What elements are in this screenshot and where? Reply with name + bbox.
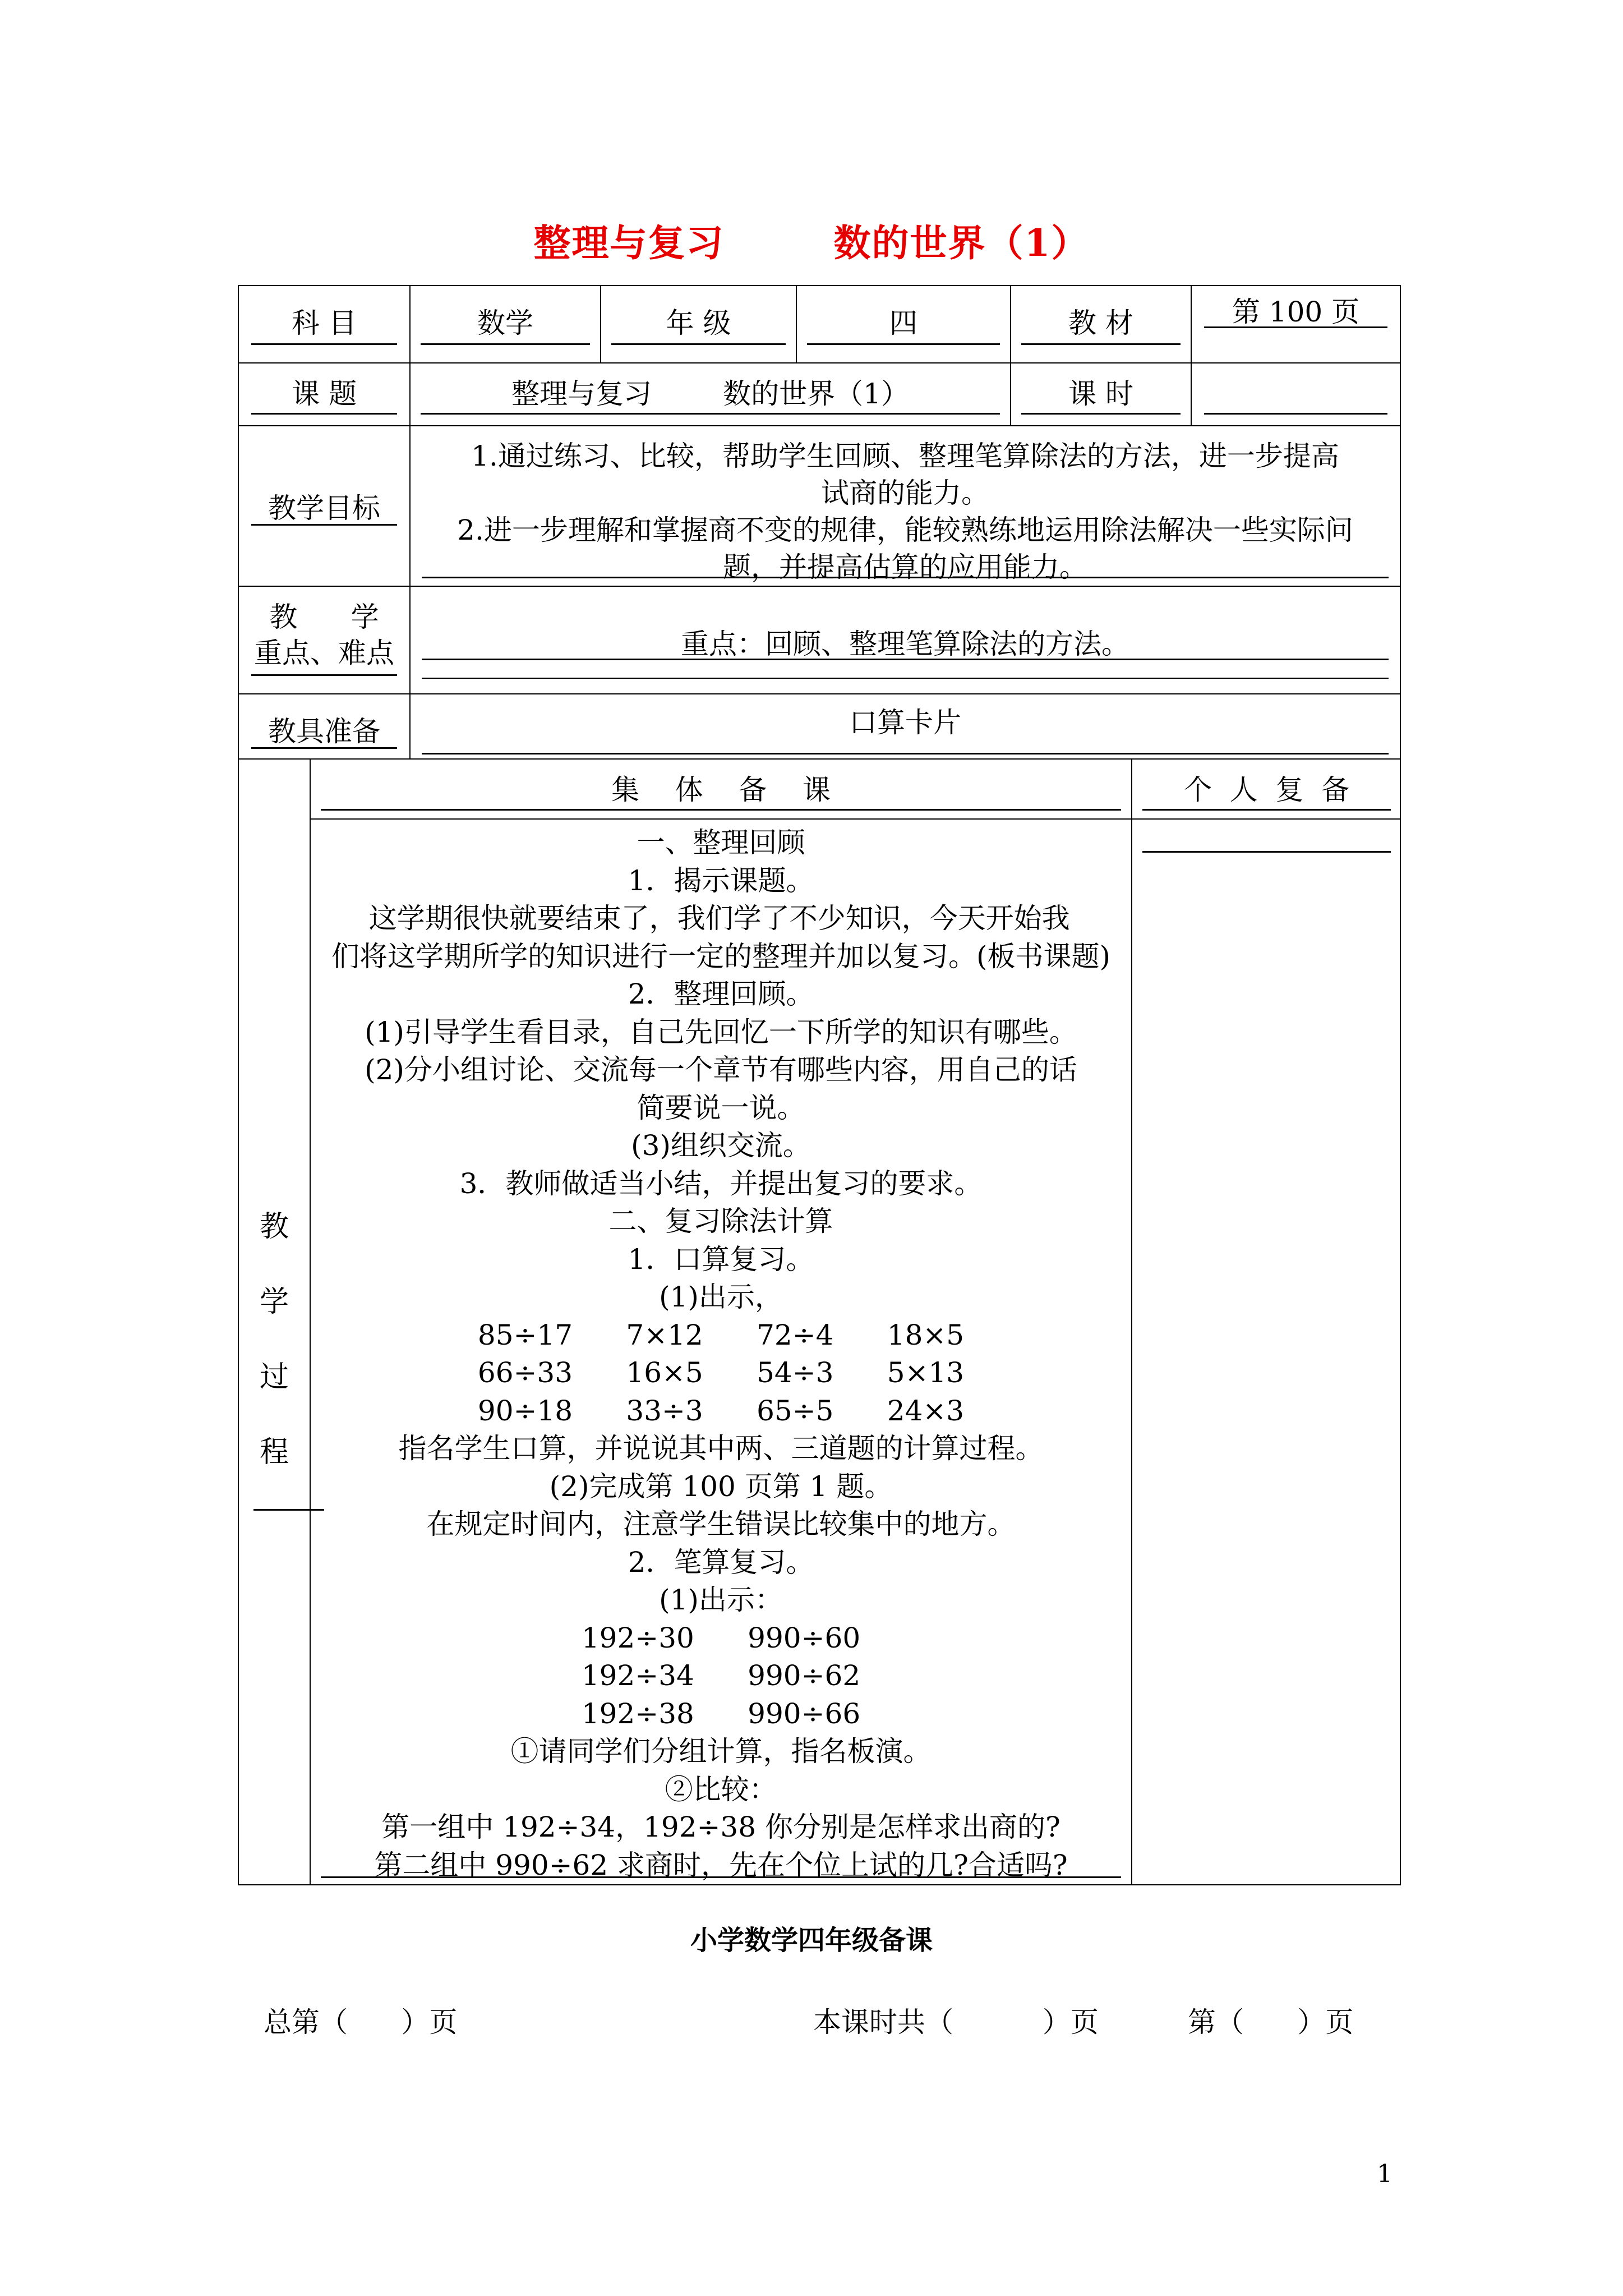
personal-content bbox=[1132, 819, 1401, 1884]
process-line: 这学期很快就要结束了，我们学了不少知识，今天开始我 bbox=[333, 902, 1070, 935]
process-line: (3)组织交流。 bbox=[631, 1129, 811, 1162]
page-number: 1 bbox=[1377, 2160, 1393, 2188]
process-line: 们将这学期所学的知识进行一定的整理并加以复习。(板书课题) bbox=[331, 940, 1110, 973]
goal-line: 题，并提高估算的应用能力。 bbox=[723, 551, 1087, 583]
key-points-value: 重点：回顾、整理笔算除法的方法。 bbox=[681, 628, 1129, 660]
process-line: 192÷38 990÷66 bbox=[581, 1697, 861, 1730]
process-line: 2．笔算复习。 bbox=[628, 1545, 814, 1579]
process-line: 二、复习除法计算 bbox=[608, 1205, 833, 1237]
process-line: ②比较： bbox=[665, 1773, 777, 1806]
process-line: 简要说一说。 bbox=[637, 1091, 805, 1124]
grade-label: 年 级 bbox=[666, 307, 731, 339]
goal-line: 试商的能力。 bbox=[821, 477, 989, 509]
lesson-plan-table bbox=[238, 285, 1401, 1885]
process-line: ①请同学们分组计算，指名板演。 bbox=[510, 1735, 932, 1768]
process-line: 66÷33 16×5 54÷3 5×13 bbox=[477, 1356, 965, 1389]
process-line: 一、整理回顾 bbox=[637, 826, 805, 859]
personal-header: 个 人 复 备 bbox=[1183, 774, 1350, 806]
process-line: (1)出示， bbox=[659, 1281, 783, 1313]
subject-label: 科 目 bbox=[292, 307, 357, 339]
header-row bbox=[238, 286, 1400, 363]
subject-value: 数学 bbox=[477, 307, 533, 339]
process-line: 192÷30 990÷60 bbox=[581, 1621, 861, 1654]
process-line: (2)完成第 100 页第 1 题。 bbox=[549, 1470, 893, 1503]
process-line: 在规定时间内，注意学生错误比较集中的地方。 bbox=[426, 1508, 1016, 1540]
lesson-pages: 本课时共（ ）页 bbox=[813, 2006, 1099, 2039]
process-line: (1)引导学生看目录，自己先回忆一下所学的知识有哪些。 bbox=[365, 1015, 1077, 1048]
process-line: 3．教师做适当小结，并提出复习的要求。 bbox=[459, 1167, 983, 1200]
process-line: 90÷18 33÷3 65÷5 24×3 bbox=[477, 1394, 965, 1427]
title-part1: 整理与复习 bbox=[533, 221, 725, 265]
side-char: 教 bbox=[259, 1210, 289, 1244]
process-line: (1)出示： bbox=[659, 1584, 783, 1616]
goal-line: 1.通过练习、比较，帮助学生回顾、整理笔算除法的方法，进一步提高 bbox=[471, 440, 1339, 472]
key-points-label: 教 学 重点、难点 bbox=[254, 601, 394, 669]
title-part2: 数的世界（1） bbox=[833, 221, 1090, 265]
process-line: 第一组中 192÷34，192÷38 你分别是怎样求出商的? bbox=[381, 1811, 1061, 1843]
process-line: 1．揭示课题。 bbox=[628, 864, 814, 897]
process-line: (2)分小组讨论、交流每一个章节有哪些内容，用自己的话 bbox=[365, 1053, 1077, 1086]
topic-label: 课 题 bbox=[292, 378, 357, 410]
process-line: 2．整理回顾。 bbox=[628, 978, 814, 1010]
side-char: 过 bbox=[259, 1360, 289, 1394]
goals-label: 教学目标 bbox=[268, 492, 380, 524]
page-no: 第（ ）页 bbox=[1188, 2006, 1354, 2039]
grade-value: 四 bbox=[889, 307, 917, 339]
tools-label: 教具准备 bbox=[268, 715, 380, 748]
process-row bbox=[238, 759, 1400, 1885]
process-line: 指名学生口算，并说说其中两、三道题的计算过程。 bbox=[398, 1432, 1044, 1465]
textbook-label: 教 材 bbox=[1068, 307, 1133, 339]
topic-value: 整理与复习 数的世界（1） bbox=[511, 378, 909, 410]
total-page: 总第（ ）页 bbox=[264, 2006, 458, 2039]
collective-content bbox=[311, 820, 1131, 1884]
tools-row bbox=[238, 694, 1400, 759]
topic-row bbox=[238, 363, 1400, 426]
side-char: 学 bbox=[259, 1285, 289, 1319]
process-line: 85÷17 7×12 72÷4 18×5 bbox=[477, 1318, 965, 1351]
side-char: 程 bbox=[259, 1435, 289, 1469]
process-side-label bbox=[238, 759, 310, 1885]
goals-row bbox=[238, 426, 1400, 586]
collective-header: 集 体 备 课 bbox=[611, 774, 831, 806]
key-points-row bbox=[238, 586, 1400, 694]
course-name: 小学数学四年级备课 bbox=[690, 1925, 933, 1956]
page-title bbox=[0, 213, 1623, 266]
hours-value bbox=[1192, 364, 1400, 371]
goals-text bbox=[411, 426, 1400, 586]
goal-line: 2.进一步理解和掌握商不变的规律，能较熟练地运用除法解决一些实际问 bbox=[457, 514, 1353, 546]
process-line: 192÷34 990÷62 bbox=[581, 1659, 861, 1692]
textbook-value: 第 100 页 bbox=[1232, 296, 1360, 328]
tools-value: 口算卡片 bbox=[849, 706, 961, 739]
process-line: 第二组中 990÷62 求商时，先在个位上试的几?合适吗? bbox=[374, 1848, 1068, 1881]
process-line: 1．口算复习。 bbox=[628, 1243, 814, 1276]
hours-label: 课 时 bbox=[1068, 378, 1133, 410]
